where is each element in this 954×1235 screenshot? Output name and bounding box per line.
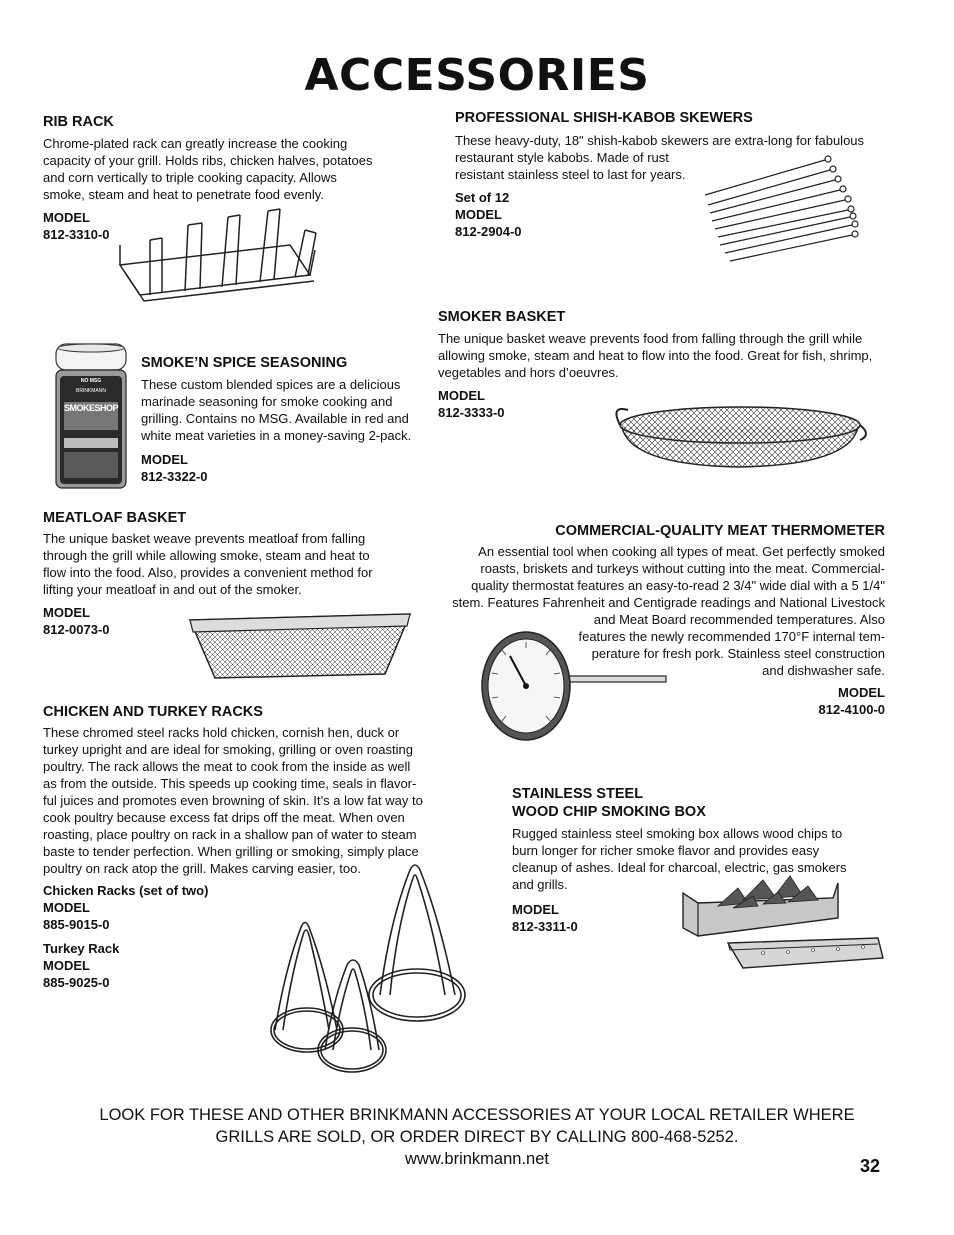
meatloaf-basket-illustration (185, 612, 415, 682)
chicken-turkey-description: These chromed steel racks hold chicken, cornish hen, duck or turkey upright and are ideal for smoking, grilling or oven roasting poultry. The rack allows the meat to cook from the inside as well as from the outside. This speeds up cooking time, seals in flavor- ful juices and promotes even browning of skin. It’s a low fat way to cook poultry because excess fat drips off the meat. When oven roasting, place poultry on rack in a shallow pan of water to steam baste to tender perfection. When grilling or smoking, simply place poultry on rack atop the grill. Makes carving easier, too. (43, 725, 423, 876)
rib-rack-heading: RIB RACK (43, 114, 114, 130)
meatloaf-basket-heading: MEATLOAF BASKET (43, 510, 187, 526)
turkey-rack-model: Turkey Rack MODEL 885-9025-0 (43, 941, 120, 990)
shaker-label-top: NO MSG (80, 378, 102, 384)
page-number: 32 (860, 1156, 881, 1176)
skewers-description: These heavy-duty, 18" shish-kabob skewers are extra-long for fabulous restaurant style kabobs. Made of rust resistant stainless steel to last for years. (455, 133, 865, 182)
skewers-model: Set of 12 MODEL 812-2904-0 (455, 190, 522, 239)
seasoning-shaker-illustration (52, 342, 130, 492)
skewers-heading: PROFESSIONAL SHISH-KABOB SKEWERS (455, 110, 753, 126)
smoker-basket-model: MODEL 812-3333-0 (438, 388, 505, 420)
rib-rack-description: Chrome-plated rack can greatly increase the cooking capacity of your grill. Holds ribs, chicken halves, potatoes and corn vertically to triple cooking capacity. Allows smoke, steam and heat to penetrate food evenly. (43, 136, 373, 202)
thermometer-heading: COMMERCIAL-QUALITY MEAT THERMOMETER (555, 523, 885, 539)
smoking-box-description: Rugged stainless steel smoking box allows wood chips to burn longer for richer smoke flavor and provides easy cleanup of ashes. Ideal for charcoal, electric, gas smokers and grills. (512, 826, 847, 892)
smoker-basket-heading: SMOKER BASKET (438, 309, 566, 325)
meatloaf-basket-description: The unique basket weave prevents meatloaf from falling through the grill while allowing smoke, steam and heat to flow into the food. Also, provides a convenient method for lifting your meatloaf in and out of the smoker. (43, 531, 373, 597)
footer-line-1: LOOK FOR THESE AND OTHER BRINKMANN ACCESSORIES AT YOUR LOCAL RETAILER WHERE (99, 1106, 855, 1124)
smoking-box-heading: STAINLESS STEEL WOOD CHIP SMOKING BOX (512, 786, 706, 820)
rib-rack-illustration (110, 205, 325, 320)
chicken-turkey-heading: CHICKEN AND TURKEY RACKS (43, 704, 263, 720)
skewers-illustration (700, 155, 865, 265)
smoking-box-illustration (678, 858, 888, 973)
poultry-racks-illustration (265, 860, 485, 1085)
chicken-racks-model: Chicken Racks (set of two) MODEL 885-9015-0 (43, 883, 209, 932)
thermometer-model: MODEL 812-4100-0 (818, 685, 885, 717)
seasoning-description: These custom blended spices are a delicious marinade seasoning for smoke cooking and grilling. Contains no MSG. Available in red and white meat varieties in a money-saving 2-pack. (141, 377, 412, 443)
smoking-box-model: MODEL 812-3311-0 (512, 902, 578, 934)
smoker-basket-description: The unique basket weave prevents food from falling through the grill while allowing smoke, steam and heat to flow into the food. Great for fish, shrimp, vegetables and hors d’oeuvres. (438, 331, 873, 380)
seasoning-heading: SMOKE’N SPICE SEASONING (141, 355, 348, 371)
thermometer-description: An essential tool when cooking all types of meat. Get perfectly smoked roasts, briskets and turkeys without cutting into the meat. Commercial- quality thermostat features an easy-to-read 2 3/4" wide dial with a 5 1/4" stem. Features Fahrenheit and Centigrade readings and National Livestock and Meat Board recommended temperatures. Also features the newly recommended 170°F internal tem- perature for fresh pork. Stainless steel construction and dishwasher safe. (452, 544, 885, 678)
shaker-label-brand: BRINKMANN (75, 388, 106, 394)
shaker-label-name: SMOKESHOP (63, 403, 118, 413)
rib-rack-model: MODEL 812-3310-0 (43, 210, 110, 242)
meatloaf-basket-model: MODEL 812-0073-0 (43, 605, 110, 637)
smoker-basket-illustration (610, 395, 870, 475)
footer-website: www.brinkmann.net (405, 1150, 549, 1168)
footer-line-2: GRILLS ARE SOLD, OR ORDER DIRECT BY CALLING 800-468-5252. (215, 1128, 739, 1146)
page-title: ACCESSORIES (304, 50, 650, 101)
seasoning-model: MODEL 812-3322-0 (141, 452, 208, 484)
thermometer-illustration (480, 628, 670, 743)
